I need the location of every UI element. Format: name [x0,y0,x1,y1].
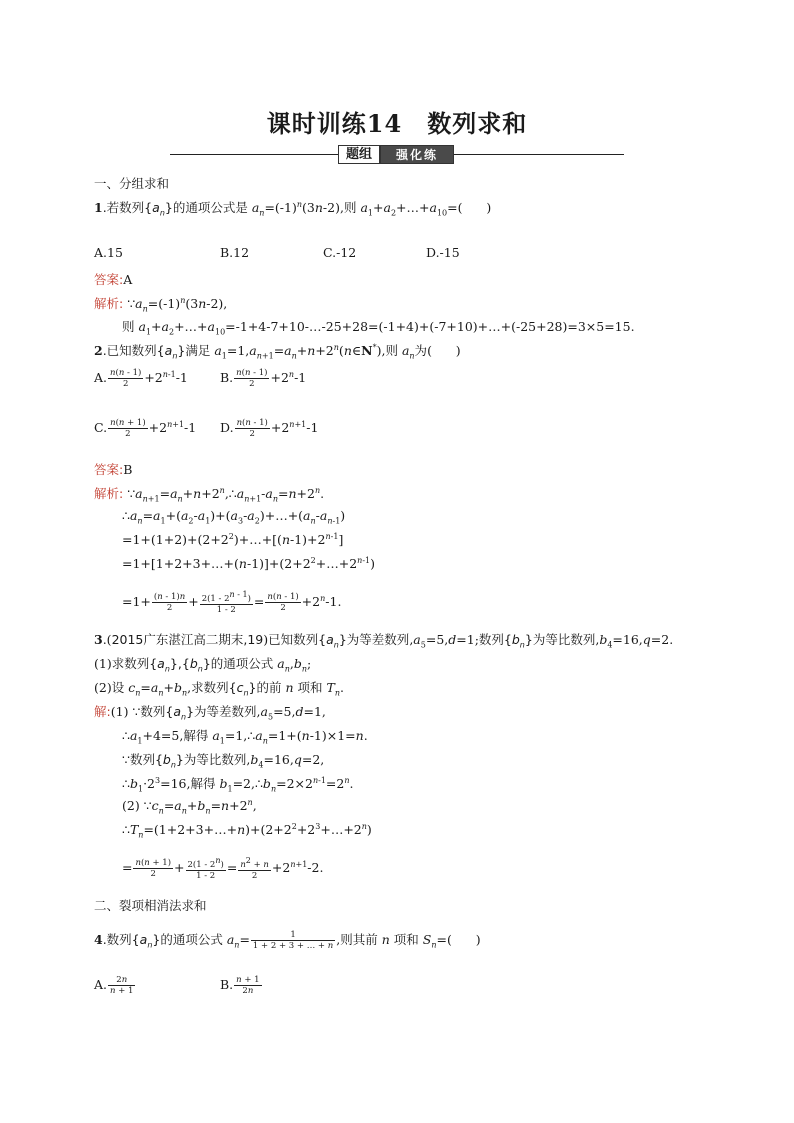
analysis-2-line-3: $=1+(1+2)+(2+2^2)+\dots+[(n-1)+2^{n-1}]$ [122,532,344,548]
option-c: C.-12 [323,245,357,260]
question-3: 3.(2015广东湛江高二期末,19)已知数列$\{a_n\}$为等差数列$,a_5=5,d=1$;数列$\{b_n\}$为等比数列$,b_4=16,q=2$. [94,632,674,650]
answer-value: B [123,462,133,477]
option-b: B.12 [220,245,250,260]
solution-3-line-4: $\therefore b_1\cdot 2^3=16$,解得 $b_1=2,\therefore b_n=2\times 2^{n-1}=2^n$. [122,775,354,794]
question-3-part-2: (2)设 $c_n=a_n+b_n$,求数列$\{c_n\}$的前 n 项和 $T_n$. [94,680,344,698]
header-rule-right [454,154,624,155]
analysis-label: 解析 [94,296,120,311]
question-4: 4.数列$\{a_n\}$的通项公式 $a_n=$ $\frac{1}{1 + 2 + 3 + \dots + n}$ ,则其前 n 项和 $S_n=$( ) [94,930,481,951]
q4-option-b: B. $\frac{n + 1}{2n}$ [220,975,260,996]
question-source: 2015广东湛江高二期末,19 [111,632,264,647]
option-a: A.15 [94,245,123,260]
solution-3-line-5: (2) $\because c_n=a_n+b_n=n+2^n$, [122,798,257,816]
answer-2: 答案:B [94,462,133,477]
question-number: 2 [94,343,103,358]
q2-option-d: D. $\frac{n(n - 1)}{2}$ $+2^{n+1}-1$ [220,418,319,439]
solution-3-line-3: ∵数列$\{b_n\}$为等比数列$,b_4=16,q=2$, [122,752,325,770]
answer-1: 答案:A [94,272,133,287]
section-badge [338,145,454,164]
analysis-2-line-4: $=1+[1+2+3+\dots+(n-1)]+(2+2^2+\dots+2^{n-1})$ [122,556,375,572]
analysis-1-line-1: 解析: $\because a_n=(-1)^n(3n-2)$, [94,295,228,314]
solution-3-line-6: $\therefore T_n=(1+2+3+\dots+n)+(2+2^2+2^3+\dots+2^n)$ [122,822,372,840]
solution-3-line-1: 解:(1) ∵数列$\{a_n\}$为等差数列$,a_5=5,d=1$, [94,704,326,722]
q2-option-a: A. $\frac{n(n - 1)}{2}$ $+2^{n-1}-1$ [94,368,188,389]
question-number: 1 [94,200,103,215]
question-number: 3 [94,632,103,647]
q2-option-b: B. $\frac{n(n - 1)}{2}$ $+2^n-1$ [220,368,307,389]
answer-label: 答案 [94,272,120,287]
header-rule-left [170,154,338,155]
analysis-1-line-2: 则 $a_1+a_2+\dots+a_{10}=-1+4-7+10-\dots-25+28=(-1+4)+(-7+10)+\dots+(-25+28)=3\times 5=15$. [122,319,635,337]
question-2: 2.已知数列$\{a_n\}$满足 $a_1=1,a_{n+1}=a_n+n+2^n(n\in N^*)$,则 $a_n$为( ) [94,342,461,361]
analysis-label: 解析 [94,486,120,501]
page-title: 课时训练14 数列求和 [266,109,528,138]
question-3-part-1: (1)求数列$\{a_n\},\{b_n\}$的通项公式 $a_n,b_n$; [94,656,312,674]
question-1: 1.若数列$\{a_n\}$的通项公式是 $a_n=(-1)^n(3n-2)$,则 $a_1+a_2+\dots+a_{10}=$( ) [94,199,492,218]
q2-option-c: C. $\frac{n(n + 1)}{2}$ $+2^{n+1}-1$ [94,418,197,439]
section-heading-1: 一、分组求和 [94,176,170,191]
analysis-2-line-1: 解析: $\because a_{n+1}=a_n+n+2^n,\therefore a_{n+1}-a_n=n+2^n$. [94,485,325,504]
badge-part-1: 题组 [338,145,380,164]
answer-label: 答案 [94,462,120,477]
badge-part-2: 强化练 [380,145,454,164]
section-heading-2: 二、裂项相消法求和 [94,898,207,913]
question-number: 4 [94,932,103,947]
solution-3-line-7: = $\frac{n(n + 1)}{2}$ + $\frac{2(1 - 2^n)}{1 - 2}$ = $\frac{n^2 + n}{2}$ $+2^{n+1}-2$. [122,856,324,881]
analysis-2-line-5: =1+ $\frac{(n - 1)n}{2}$ + $\frac{2(1 - 2^{n - 1})}{1 - 2}$ = $\frac{n(n - 1)}{2}$ $+2^n-1$. [122,590,342,615]
answer-value: A [123,272,133,287]
solution-3-line-2: $\therefore a_1+4=5$,解得 $a_1=1,\therefore a_n=1+(n-1)\times 1=n$. [122,728,368,746]
option-d: D.-15 [426,245,460,260]
q4-option-a: A. $\frac{2n}{n + 1}$ [94,975,134,996]
analysis-2-line-2: $\therefore a_n=a_1+(a_2-a_1)+(a_3-a_2)+\dots+(a_n-a_{n-1})$ [122,508,346,526]
solution-label: 解 [94,704,107,719]
